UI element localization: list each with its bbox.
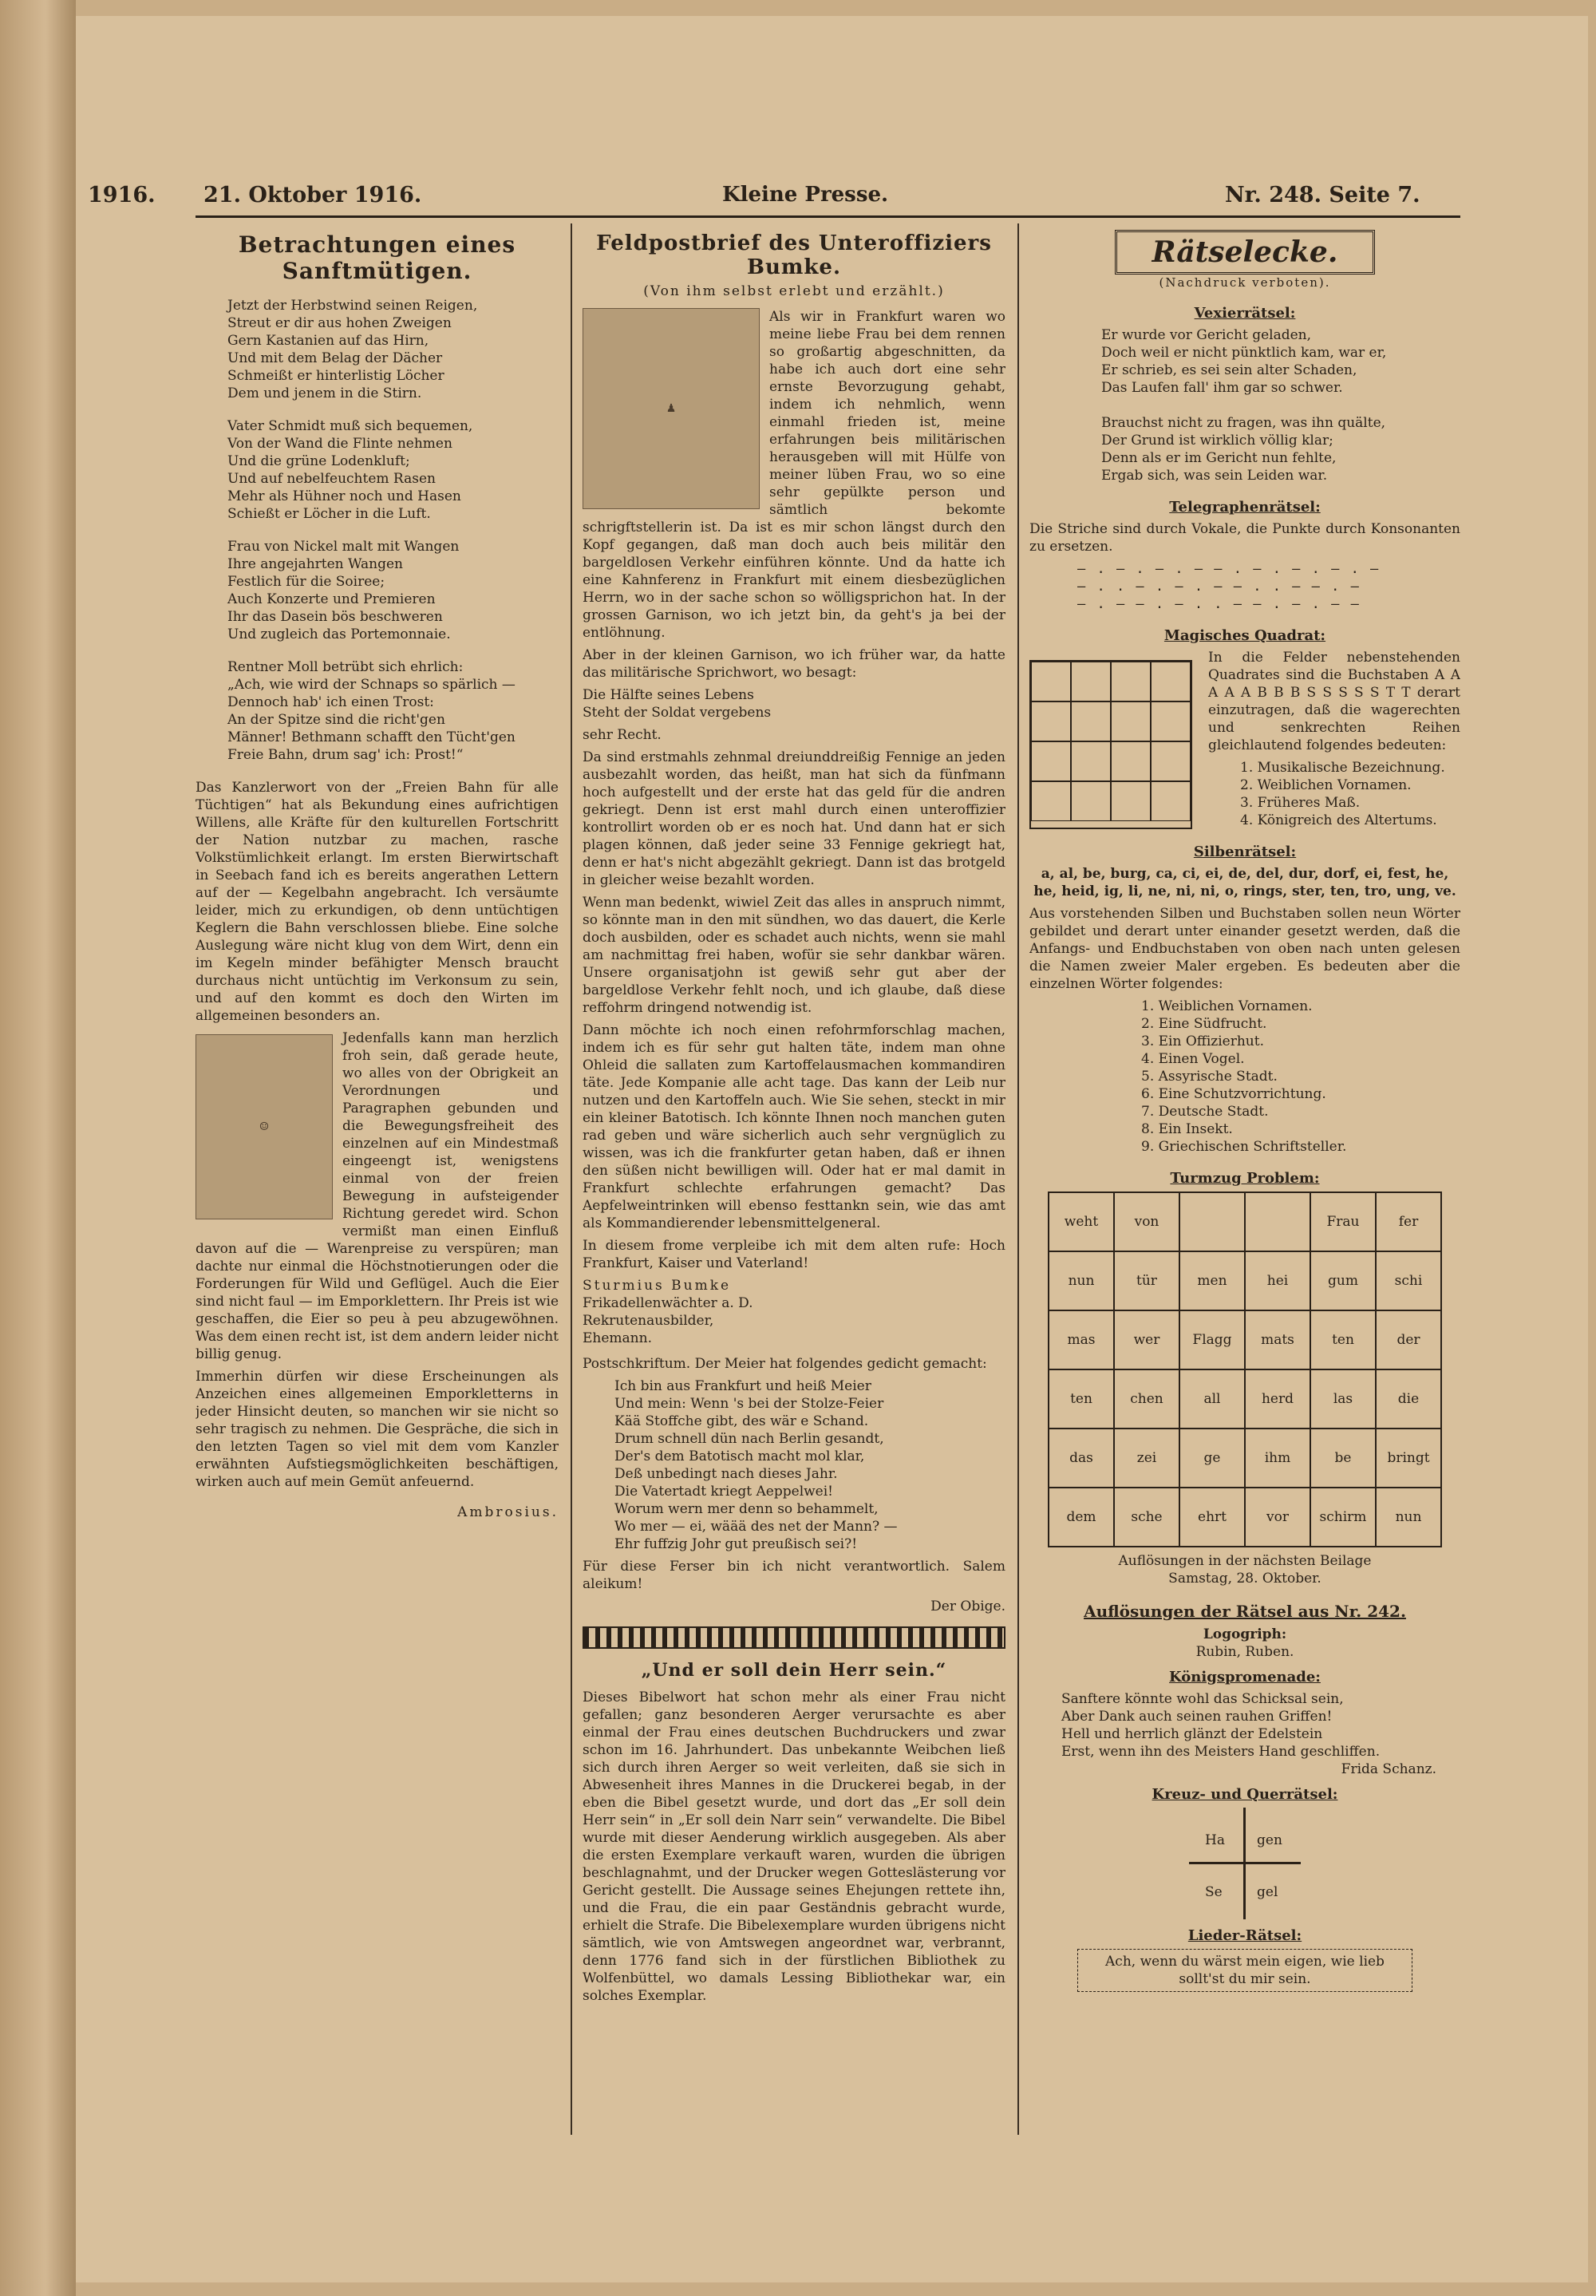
column-raetselecke xyxy=(1029,223,1460,2135)
puzzle-corner-title: Rätselecke. xyxy=(1115,230,1375,275)
poem-stanza-1: Jetzt der Herbstwind seinen Reigen, Streut er dir aus hohen Zweigen Gern Kastanien auf das Hirn, Und mit dem Belag der Dächer Schmeißt er hinterlistig Löcher Dem und jenem in die Stirn. xyxy=(227,298,478,401)
section-title: Kreuz- und Querrätsel: xyxy=(1152,1786,1338,1803)
page-number: Nr. 248. Seite 7. xyxy=(1225,183,1420,207)
letter-paragraph: Aber in der kleinen Garnison, wo ich früher war, da hatte das militärische Sprichwort, wo besagt: xyxy=(583,647,1005,681)
column-betrachtungen xyxy=(196,223,559,2135)
column-feldpostbrief xyxy=(583,223,1005,2135)
syllable-list: a, al, be, burg, ca, ci, ei, de, del, dur, dorf, ei, fest, he, he, heid, ig, li, ne, ni, ni, o, rings, ster, ten, tro, ung, ve. xyxy=(1033,866,1456,899)
section-title: Silbenrätsel: xyxy=(1193,844,1297,860)
poem-stanza-4: Rentner Moll betrübt sich ehrlich: „Ach, wie wird der Schnaps so spärlich — Dennoch hab' ich einen Trost: An der Spitze sind die richt'gen Männer! Bethmann schafft den Tücht'gen Freie Bahn, drum sag' ich: Prost!“ xyxy=(227,659,516,763)
syllable-clues: 1. Weiblichen Vornamen. 2. Eine Südfrucht. 3. Ein Offizierhut. 4. Einen Vogel. 5. Assyrische Stadt. 6. Eine Schutzvorrichtung. 7. Deutsche Stadt. 8. Ein Insekt. 9. Griechischen Schriftsteller. xyxy=(1141,998,1347,1155)
proverb-quote: Die Hälfte seines Lebens Steht der Soldat vergebens xyxy=(583,687,772,721)
letter-greeting: In diesem frome verpleibe ich mit dem alten rufe: Hoch Frankfurt, Kaiser und Vaterland! xyxy=(583,1238,1005,1271)
letter-paragraph: Da sind erstmahls zehnmal dreiunddreißig Fennige an jeden ausbezahlt worden, das heißt, man hat sich da fünfmann hoch aufgestellt und der erste hat das geld für die andren gekriegt. Denn ist erst mahl durch einen unteroffizier kontrollirt worden ob er es noch hat. Und dann hat er sich plagen können, daß jeder seine 33 Fennige gekriegt hat, denn er hat's nicht abgezählt gekriegt. Dann ist das brotgeld in gleicher weise bezahlt worden. xyxy=(583,749,1005,888)
magic-square-clues: 1. Musikalische Bezeichnung. 2. Weiblichen Vornamen. 3. Früheres Maß. 4. Königreich des Altertums. xyxy=(1240,760,1445,828)
postscript-intro: Postschkriftum. Der Meier hat folgendes gedicht gemacht: xyxy=(583,1356,987,1372)
poem-stanza-3: Frau von Nickel malt mit Wangen Ihre angejahrten Wangen Festlich für die Soiree; Auch Konzerte und Premieren Ihr das Dasein bös beschweren Und zugleich das Portemonnaie. xyxy=(227,539,460,642)
puzzle-corner-subtitle: (Nachdruck verboten). xyxy=(1159,275,1331,290)
letter-paragraph: Dann möchte ich noch einen refohrmforschlag machen, indem ich es für sehr gut halten täte, indem man ohne Ohleid die sallaten zum Kartoffelausmachen kommandiren täte. Jede Kompanie alle acht tage. Das kann der Leib nur nutzen und den Kartoffeln auch. Wie Sie sehen, steckt in mir ein kleiner Batotisch. Ich könnte Ihnen noch manchen guten rad geben und wäre sicherlich auch sehr vergnüglich zu wissen, was ich die frankfurter getan haben, daß er ihnen den süßen nicht bewilligen will. Oder hat er mal damit in Frankfurt schlechte erfahrungen gemacht? Das Aepfelweintrinken will ebenso festtankn sein, wie das amt als Kommandierender lebensmittelgeneral. xyxy=(583,1022,1005,1231)
newspaper-sheet xyxy=(76,16,1588,2282)
section-title: Telegraphenrätsel: xyxy=(1169,499,1321,516)
magic-square-block xyxy=(1029,649,1460,829)
section-title: Lieder-Rätsel: xyxy=(1187,1927,1302,1944)
telegraph-code: — . — . — . — — . — . — . — . — — . . — . — . — — . . — — . — — . — — . — . . — — . — . — — xyxy=(1077,561,1381,612)
prose-paragraph: Immerhin dürfen wir diese Erscheinungen als Anzeichen eines allgemeinen Emporkletterns in jeder Hinsicht deuten, so manchen wir sie nicht so sehr tragisch zu nehmen. Die Gespräche, die sich in den letzten Tagen so viel mit dem vom Kanzler erwähnten Aufstiegsmöglichkeiten beschäftigen, wirken auch auf mein Gemüt anfeuernd. xyxy=(196,1369,559,1490)
caricature-portrait: ☺ xyxy=(196,1034,333,1219)
column-rule xyxy=(571,223,572,2135)
prose-paragraph: Das Kanzlerwort von der „Freien Bahn für alle Tüchtigen“ hat als Bekundung eines aufrichtigen Willens, alle Kräfte für den kulturellen Fortschritt der Nation nutzbar zu machen, rasche Volkstümlichkeit erlangt. Im ersten Bierwirtschaft in Seebach fand ich es bereits angerathen Lettern auf der — Kegelbahn angebracht. Ich versäumte leider, mich zu erkundigen, ob denn untüchtigen Keglern die Bahn verschlossen bliebe. Eine solche Auslegung wäre nicht klug von dem Wirt, denn ein im Kegeln minder befähigter Mensch braucht durchaus nicht untüchtig im Verkonsum zu sein, und auf den kommt es doch den Wirten im allgemeinen besonders an. xyxy=(196,780,559,1024)
article-title: „Und er soll dein Herr sein.“ xyxy=(641,1660,947,1681)
tower-puzzle-grid: weht von Frau fer nun tür men hei gum schi mas wer Flagg mats ten der ten chen all herd las die das zei ge ihm be bringt dem sche ehrt vor schirm nun xyxy=(1048,1191,1442,1547)
section-title: Logogriph: xyxy=(1203,1626,1287,1642)
section-title: Vexierrätsel: xyxy=(1194,305,1296,322)
issue-date: 21. Oktober 1916. xyxy=(203,183,422,207)
page-content xyxy=(88,172,1460,2143)
section-title: Turmzug Problem: xyxy=(1170,1170,1320,1187)
vexier-poem: Er wurde vor Gericht geladen, Doch weil er nicht pünktlich kam, war er, Er schrieb, es sei sein alter Schaden, Das Laufen fall' ihm gar so schwer. Brauchst nicht zu fragen, was ihn quälte, Der Grund ist wirklich völlig klar; Denn als er im Gericht nun fehlte, Ergab sich, was sein Leiden war. xyxy=(1101,327,1387,484)
column-rule xyxy=(1017,223,1019,2135)
ornamental-divider xyxy=(583,1626,1005,1649)
solutions-title: Auflösungen der Rätsel aus Nr. 242. xyxy=(1084,1602,1406,1621)
poem-stanza-2: Vater Schmidt muß sich bequemen, Von der Wand die Flinte nehmen Und die grüne Lodenkluft; Und auf nebelfeuchtem Rasen Mehr als Hühner noch und Hasen Schießt er Löcher in die Luft. xyxy=(227,418,473,522)
postscript-signature: Der Obige. xyxy=(930,1599,1005,1614)
poem-author: Frida Schanz. xyxy=(1341,1761,1436,1777)
left-page-fragment: 1916. xyxy=(88,183,156,207)
magic-square-instructions: In die Felder nebenstehenden Quadrates sind die Buchstaben A A A A A B B B S S S S S T T derart einzutragen, daß die wagerechten und senkrechten Reihen gleichlautend folgendes bedeuten: xyxy=(1208,650,1460,753)
letter-paragraph: Wenn man bedenkt, wiwiel Zeit das alles in anspruch nimmt, so könnte man in den mit sündhen, wo das dauert, die Kerle doch ausbilden, oder es schadet auch nichts, wenn sie mahl am nachmittag frei haben, wofür sie sehr dankbar wären. Unsere organisatjohn ist gewiß sehr gut aber der bargeldlose Verkehr fehlt noch, und ich glaube, daß diese reffohrm dringend notwendig ist. xyxy=(583,895,1005,1016)
article-title: Feldpostbrief des Unteroffiziers Bumke. xyxy=(596,231,992,279)
postscript-end: Für diese Ferser bin ich nicht verantwortlich. Salem aleikum! xyxy=(583,1559,1005,1592)
magic-square-grid xyxy=(1029,660,1192,829)
promenade-solution: Sanftere könnte wohl das Schicksal sein, Aber Dank auch seinen rauhen Griffen! Hell und herrlich glänzt der Edelstein Erst, wenn ihn des Meisters Hand geschliffen. xyxy=(1061,1691,1381,1760)
page-header xyxy=(88,172,1460,218)
syllable-instructions: Aus vorstehenden Silben und Buchstaben sollen neun Wörter gebildet und derart unter einander gesetzt werden, daß die Anfangs- und Endbuchstaben von oben nach unten gelesen die Namen zweier Maler ergeben. Es bedeuten aber die einzelnen Wörter folgendes: xyxy=(1029,906,1460,992)
article-title: Betrachtungen eines Sanftmütigen. xyxy=(238,231,516,284)
section-title: Königspromenade: xyxy=(1169,1669,1321,1685)
prose-paragraph: Jedenfalls kann man herzlich froh sein, daß gerade heute, wo alles von der Obrigkeit an Verordnungen und Paragraphen gebunden und die Bewegungsfreiheit des einzelnen auf ein Mindestmaß eingeengt ist, wenigstens einmal von der freien Bewegung in aufsteigender Richtung geredet wird. Schon vermißt man einen Einfluß davon auf die — Warenpreise zu verspüren; man dachte nur einmal die Höchstnotierungen oder die Forderungen für Wild und Geflügel. Auch die Eier sind nicht faul — im Emporklettern. Ihr Preis ist wie geschaffen, die Eier so peu à peu abzugewöhnen. Was dem einen recht ist, ist dem andern leider nicht billig genug. xyxy=(196,1030,559,1362)
soldier-portrait: ♟ xyxy=(583,308,760,509)
logogriph-solution: Rubin, Ruben. xyxy=(1195,1644,1294,1660)
article-subtitle: (Von ihm selbst erlebt und erzählt.) xyxy=(643,283,945,299)
letter-sender-block: Sturmius Bumke Frikadellenwächter a. D. Rekrutenausbilder, Ehemann. xyxy=(583,1278,753,1346)
solutions-note: Auflösungen in der nächsten Beilage Samstag, 28. Oktober. xyxy=(1118,1553,1372,1587)
article-paragraph: Dieses Bibelwort hat schon mehr als einer Frau nicht gefallen; ganz besonderen Aerger verursachte es aber einmal der Frau eines deutschen Buchdruckers und zwar schon im 16. Jahrhundert. Das unbekannte Weibchen ließ sich durch ihren Aerger so weit verleiten, daß sie sich in Abwesenheit ihres Mannes in die Druckerei begab, in der eben die Bibel gesetzt wurde, und dort das „Er soll dein Herr sein“ in „Er soll dein Narr sein“ verwandelte. Die Bibel wurde mit dieser Aenderung wirklich ausgegeben. Als aber die ersten Exemplare verkauft waren, wurden die übrigen beschlagnahmt, und der Drucker wegen Gotteslästerung vor Gericht gestellt. Die Aussage seines Ehejungen rettete ihn, und die Frau, die ein paar Geständnis gebracht wurde, erhielt die Strafe. Die Bibelexemplare wurden übrigens nicht sämtlich, wie von Amtswegen angeordnet war, verbrannt, denn 1776 fand sich in der fürstlichen Bibliothek zu Wolfenbüttel, wo damals Lessing Bibliothekar war, ein solches Exemplar. xyxy=(583,1689,1005,2004)
letter-paragraph: sehr Recht. xyxy=(583,727,662,743)
author-signature: Ambrosius. xyxy=(457,1504,559,1520)
section-title: Magisches Quadrat: xyxy=(1163,627,1326,644)
telegraph-instructions: Die Striche sind durch Vokale, die Punkte durch Konsonanten zu ersetzen. xyxy=(1029,521,1460,555)
binding-strip xyxy=(0,0,76,2296)
letter-paragraph: Als wir in Frankfurt waren wo meine liebe Frau bei dem rennen so großartig abgeschnitten, da habe ich auch dort eine sehr ernste Bevorzugung gehabt, indem ich nehmlich, wenn einmahl frieden ist, meine erfahrungen beis militärischen herausgeben will mit Hülfe von meiner lüben Frau, wo so eine sehr gepülkte person und sämtlich bekomte schrigftstellerin ist. Da ist es mir schon längst durch den Kopf gegangen, daß man doch auch beis militär den bargeldlosen Verkehr einführen könnte. Und da hatte ich eine Kahnferenz in Frankfurt mit einem diesbezüglichen Herrn, wo in der sache schon so wölligsprichon hat. In der grossen Garnison, wo ich jetzt bin, da geht's ja bei der entlöhnung. xyxy=(583,309,1005,641)
cross-puzzle: Ha gen Se gel xyxy=(1173,1808,1317,1919)
song-puzzle: Ach, wenn du wärst mein eigen, wie lieb sollt'st du mir sein. xyxy=(1077,1949,1412,1992)
paper-name: Kleine Presse. xyxy=(722,183,889,207)
postscript-poem: Ich bin aus Frankfurt und heiß Meier Und mein: Wenn 's bei der Stolze-Feier Kää Stoffche gibt, des wär e Schand. Drum schnell dün nach Berlin gesandt, Der's dem Batotisch macht mol klar, Deß unbedingt nach dieses Jahr. Die Vatertadt kriegt Aeppelwei! Worum wern mer denn so behammelt, Wo mer — ei, wäää des net der Mann? — Ehr fuffzig Johr gut preußisch sei?! xyxy=(614,1378,898,1552)
